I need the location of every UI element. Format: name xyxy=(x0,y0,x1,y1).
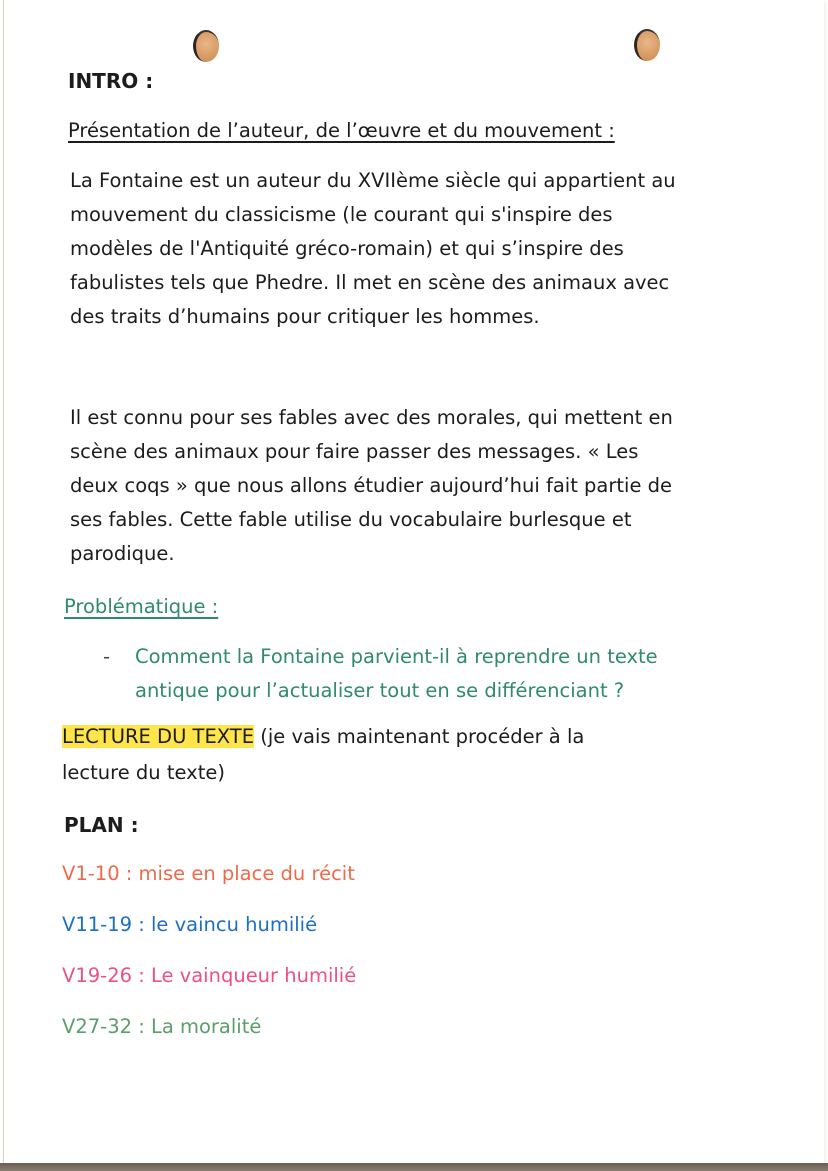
paragraph-line: des traits d’humains pour critiquer les hommes. xyxy=(70,305,540,328)
bullet-dash: - xyxy=(103,645,111,668)
paragraph-line: modèles de l'Antiquité gréco-romain) et qui s’inspire des xyxy=(70,237,624,260)
paragraph-line: Il est connu pour ses fables avec des morales, qui mettent en xyxy=(70,406,673,429)
plan-item-3: V19-26 : Le vainqueur humilié xyxy=(62,964,357,987)
lecture-highlight: LECTURE DU TEXTE xyxy=(62,725,255,748)
problematique-question xyxy=(135,640,658,708)
plan-item-4: V27-32 : La moralité xyxy=(62,1015,262,1038)
plan-heading: PLAN : xyxy=(64,813,139,837)
lecture-line-2: lecture du texte) xyxy=(62,761,225,784)
intro-paragraph-1 xyxy=(70,164,676,334)
intro-heading: INTRO : xyxy=(68,69,154,93)
question-line: Comment la Fontaine parvient-il à reprendre un texte xyxy=(135,645,658,668)
question-line: antique pour l’actualiser tout en se différenciant ? xyxy=(135,679,625,702)
paragraph-line: parodique. xyxy=(70,542,175,565)
paragraph-line: deux coqs » que nous allons étudier aujourd’hui fait partie de xyxy=(70,474,673,497)
paragraph-line: La Fontaine est un auteur du XVIIème siècle qui appartient au xyxy=(70,169,676,192)
punch-hole-right xyxy=(634,29,660,61)
paragraph-line: scène des animaux pour faire passer des messages. « Les xyxy=(70,440,639,463)
paragraph-line: ses fables. Cette fable utilise du vocabulaire burlesque et xyxy=(70,508,632,531)
paragraph-line: mouvement du classicisme (le courant qui s'inspire des xyxy=(70,203,613,226)
paragraph-line: fabulistes tels que Phedre. Il met en scène des animaux avec xyxy=(70,271,670,294)
punch-hole-left xyxy=(193,30,219,62)
intro-paragraph-2 xyxy=(70,401,673,571)
plan-item-1: V1-10 : mise en place du récit xyxy=(62,862,355,885)
lecture-line-1 xyxy=(62,720,584,754)
plan-item-2: V11-19 : le vaincu humilié xyxy=(62,913,318,936)
note-page xyxy=(3,0,824,1163)
page-bottom-edge xyxy=(0,1163,828,1171)
intro-subheading: Présentation de l’auteur, de l’œuvre et du mouvement : xyxy=(68,119,615,142)
problematique-label: Problématique : xyxy=(64,595,219,618)
lecture-text: (je vais maintenant procéder à la xyxy=(254,725,585,748)
